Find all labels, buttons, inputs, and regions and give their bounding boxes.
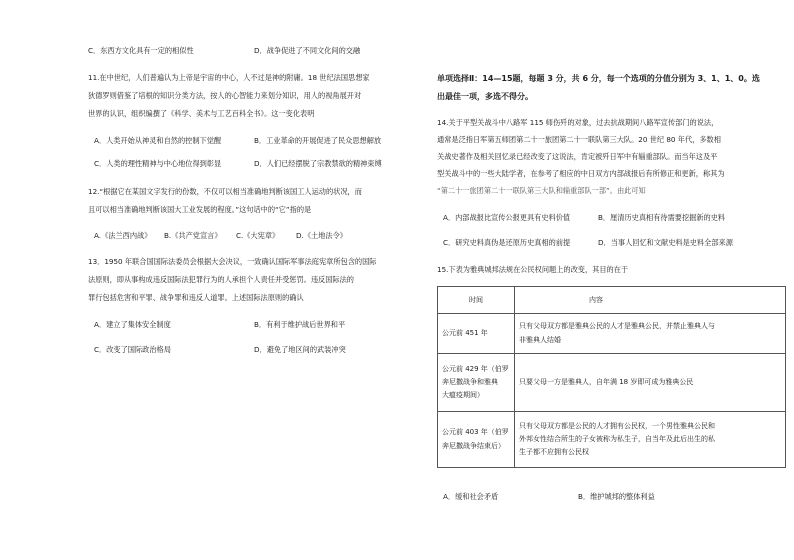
q14-option-d[interactable]: D．当事人回忆和文献史料是史料全部来源 — [598, 238, 733, 247]
cell-line: 公元前 429 年（伯罗 — [442, 364, 509, 373]
section-instruction: 单项选择Ⅱ：14—15题，每题 3 分，共 6 分，每一个选项的分值分别为 3、1、1、0。选 — [437, 74, 760, 83]
table-cell-time — [438, 412, 515, 468]
cell-line: 奔尼撒战争和雅典 — [442, 377, 498, 386]
q15-stem: 15.下表为雅典城邦法规在公民权问题上的改变，其目的在于 — [437, 265, 629, 274]
q13-stem-line: 13．1950 年联合国国际法委员会根据大会决议，一致确认国际军事法庭宪章所包含的国际 — [88, 257, 377, 266]
q11-option-d[interactable]: D．人们已经摆脱了宗教禁欲的精神束缚 — [254, 159, 382, 168]
table-row — [438, 412, 786, 468]
q10-option-d[interactable]: D．战争促进了不同文化间的交融 — [254, 46, 361, 55]
table-cell-content — [515, 412, 786, 468]
q11-stem-line: 世界的认识，组织编撰了《科学、美术与工艺百科全书》。这一变化表明 — [88, 109, 315, 118]
cell-line: 奔尼撒战争结束后） — [442, 441, 505, 450]
q15-option-b[interactable]: B．维护城邦的整体利益 — [578, 492, 655, 501]
q14-stem-line: “第二十一旅团第二十一联队第三大队和辎重部队一部”。由此可知 — [437, 186, 646, 195]
q10-option-c[interactable]: C．东西方文化具有一定的相似性 — [88, 46, 194, 55]
q14-stem-line: 型关战斗中的一些大陆学者，在参考了相应的中日双方内部战报后有所修正和更新，称其为 — [437, 169, 725, 178]
q11-option-c[interactable]: C．人类的理性精神与中心地位得到彰显 — [94, 159, 222, 168]
q14-stem-line: 关战史著作及相关回忆录已经改变了这说法，肯定被歼日军中有辎重部队。而当年这及平 — [437, 152, 718, 161]
q12-option-a[interactable]: A.《法兰西内战》 — [94, 231, 152, 240]
q13-option-a[interactable]: A．建立了集体安全制度 — [94, 320, 171, 329]
q14-stem-line: 14.关于平型关战斗中八路军 115 师伤歼的对象，过去抗战期间八路军宣传部门的说法， — [437, 118, 719, 127]
cell-line: 非雅典人结婚 — [519, 335, 561, 344]
table-header-content: 内容 — [515, 287, 786, 314]
table-row — [438, 354, 786, 412]
q11-option-a[interactable]: A．人类开始从神灵和自然的控制下觉醒 — [94, 136, 222, 145]
cell-line: 公元前 451 年 — [442, 328, 488, 337]
table-cell-time — [438, 354, 515, 412]
q12-option-d[interactable]: D.《土地法令》 — [296, 231, 347, 240]
q14-option-a[interactable]: A．内部战报比宣传公报更具有史料价值 — [443, 213, 571, 222]
q14-option-b[interactable]: B．厘清历史真相有待需要挖掘新的史料 — [598, 213, 726, 222]
q13-option-b[interactable]: B．有利于维护战后世界和平 — [254, 320, 346, 329]
q13-option-d[interactable]: D．避免了地区间的武装冲突 — [254, 345, 346, 354]
section-instruction: 出最佳一项，多选不得分。 — [437, 92, 533, 101]
cell-line: 只有父母双方都是雅典公民的人才是雅典公民，并禁止雅典人与 — [519, 322, 715, 331]
cell-line: 只要父母一方是雅典人，自年满 18 岁即可成为雅典公民 — [519, 377, 694, 386]
q14-stem-line: 通常是泛指日军第五师团第二十一旅团第二十一联队第三大队。20 世纪 80 年代，多数相 — [437, 135, 721, 144]
q11-stem-line: 狄德罗则借鉴了培根的知识分类方法，按人的心智能力来划分知识，用人的视角展开对 — [88, 91, 362, 100]
table-cell-time — [438, 314, 515, 354]
q12-option-b[interactable]: B.《共产党宣言》 — [164, 231, 222, 240]
cell-line: 只有父母双方都是公民的人才拥有公民权，一个男性雅典公民和 — [519, 421, 715, 430]
table-cell-content — [515, 354, 786, 412]
table-header-time: 时间 — [438, 287, 515, 314]
table-cell-content — [515, 314, 786, 354]
q15-table — [437, 286, 786, 468]
table-header-row — [438, 287, 786, 314]
table-row — [438, 314, 786, 354]
q13-option-c[interactable]: C．改变了国际政治格局 — [94, 345, 171, 354]
q12-option-c[interactable]: C.《大宪章》 — [236, 231, 280, 240]
q12-stem-line: 且可以相当准确地判断该国大工业发展的程度。”这句话中的“它”指的是 — [88, 205, 312, 214]
q13-stem-line: 法原则，即从事构成违反国际法犯罪行为的人承担个人责任并受惩罚。违反国际法的 — [88, 275, 354, 284]
cell-line: 生子都不应拥有公民权 — [519, 448, 589, 457]
q11-stem-line: 11.在中世纪，人们普遍认为上帝是宇宙的中心，人不过是神的附庸。18 世纪法国思想家 — [88, 73, 370, 82]
q15-option-a[interactable]: A．缓和社会矛盾 — [443, 492, 499, 501]
q12-stem-line: 12.“根据它在某国文字发行的份数，不仅可以相当准确地判断该国工人运动的状况，而 — [88, 187, 362, 196]
cell-line: 外邦女性结合所生的子女被称为私生子，自当年及此后出生的私 — [519, 434, 715, 443]
q13-stem-line: 罪行包括危害和平罪、战争罪和违反人道罪。上述国际法原则的确认 — [88, 293, 304, 302]
right-page — [400, 0, 794, 560]
q14-option-c[interactable]: C．研究史料真伪是还原历史真相的前提 — [443, 238, 571, 247]
cell-line: 公元前 403 年（伯罗 — [442, 428, 509, 437]
q11-option-b[interactable]: B．工业革命的开展促进了民众思想解放 — [254, 136, 382, 145]
cell-line: 大瘟疫期间） — [442, 391, 484, 400]
